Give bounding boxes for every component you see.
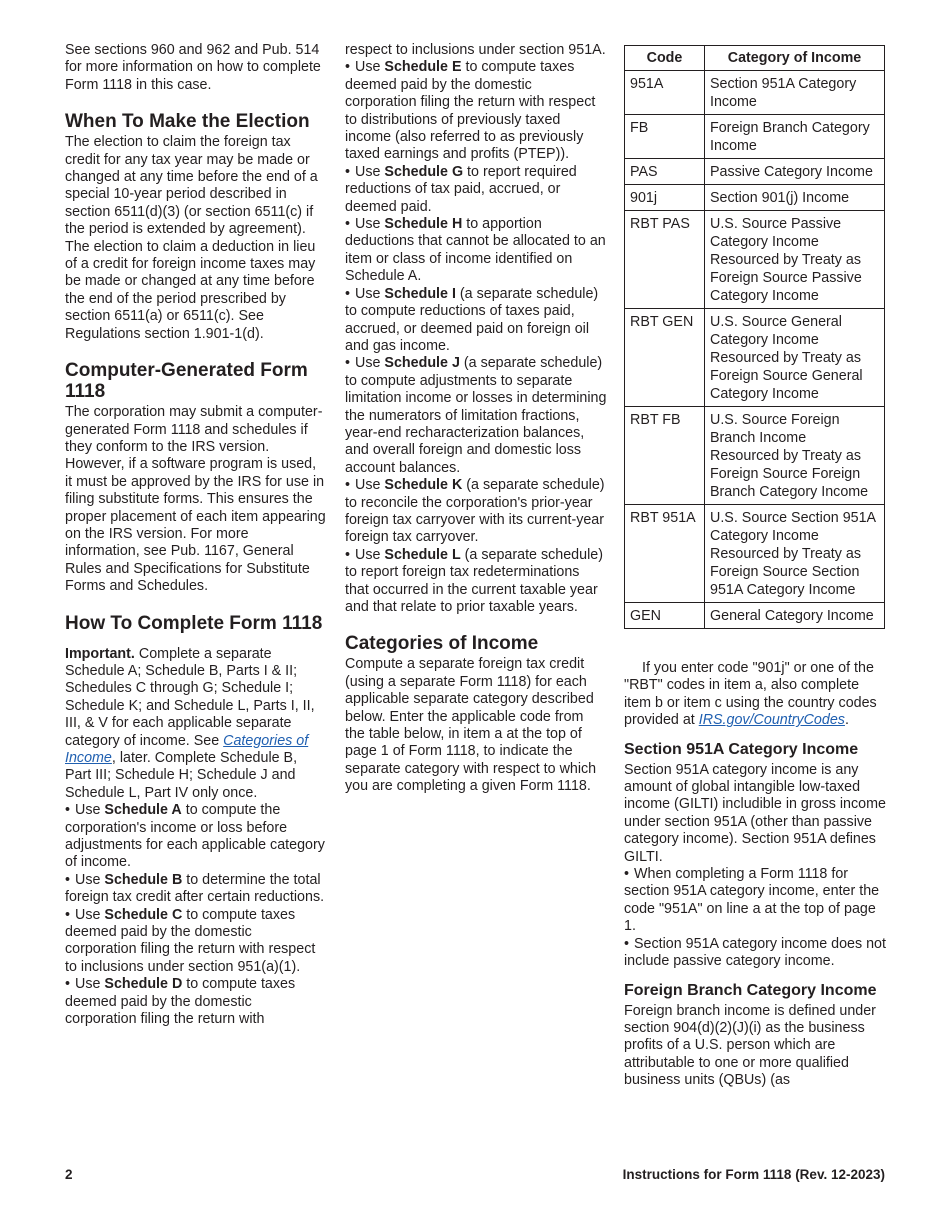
section-951a-paragraph: Section 951A category income is any amount of global intangible low-taxed income (GILTI) includible in gross income under section 951A (other than passive category income). Section 951A defines GILTI.	[624, 761, 886, 865]
bullet-text-post: (a separate schedule) to reconcile the corporation's prior-year foreign tax carryover with its current-year foreign tax carryover.	[345, 477, 605, 546]
heading-foreign-branch: Foreign Branch Category Income	[624, 981, 877, 999]
categories-paragraph: Compute a separate foreign tax credit (using a separate Form 1118) for each applicable separate category described below. Enter the applicable code from the table below, in item a at the top of page 1 of Form 1118, to indicate the separate category with respect to which you are completing a given Form 1118.	[345, 656, 597, 795]
schedule-name: Schedule A	[104, 802, 182, 819]
continued-text: respect to inclusions under section 951A.	[345, 42, 606, 58]
important-text-2: , later. Complete Schedule B, Part III; Schedule H; Schedule J and Schedule L, Part IV only once.	[65, 750, 298, 801]
schedule-name: Schedule K	[384, 477, 463, 494]
bullet-text-post: to apportion deductions that cannot be allocated to an item or class of income identified on Schedule A.	[345, 216, 606, 285]
bullet-item: • Section 951A category income does not include passive category income.	[624, 936, 886, 971]
important-paragraph	[65, 646, 327, 803]
country-codes-text-2: .	[844, 712, 849, 729]
election-paragraph: The election to claim the foreign tax credit for any tax year may be made or changed at any time before the end of a special 10-year period described in section 6511(d)(3) (or section 6511(c) if the period is extended by agreement). The election to claim a deduction in lieu of a credit for foreign income taxes may be made or changed at any time before the end of the period prescribed by section 6511(a) or 6511(c). See Regulations section 1.901-1(d).	[65, 134, 318, 342]
bullet-item	[345, 286, 607, 356]
bullet-text-post: to compute taxes deemed paid by the domestic corporation filing the return with respect to distributions of previously taxed income (also referred to as previously taxed earnings and profits (PTEP)).	[345, 59, 596, 163]
bullet-item	[345, 355, 607, 477]
bullet-item: • When completing a Form 1118 for section 951A category income, enter the code "951A" on line a at the top of page 1.	[624, 866, 886, 936]
country-codes-paragraph	[624, 660, 886, 730]
bullet-item	[345, 547, 607, 617]
table-row	[625, 185, 885, 211]
table-row	[625, 505, 885, 603]
category-cell: U.S. Source General Category Income Resourced by Treaty as Foreign Source General Category Income	[705, 309, 885, 407]
schedule-bullet-list	[65, 802, 327, 1028]
intro-paragraph: See sections 960 and 962 and Pub. 514 for more information on how to complete Form 1118 in this case.	[65, 42, 321, 93]
bullet-text-pre: Use	[355, 355, 385, 372]
schedule-name: Schedule B	[104, 871, 183, 888]
bullet-text-pre: Use	[355, 163, 385, 180]
schedule-name: Schedule E	[384, 59, 462, 76]
schedule-name: Schedule D	[104, 976, 183, 993]
bullet-text-post: to determine the total foreign tax credit after certain reductions.	[65, 871, 325, 906]
table-row	[625, 309, 885, 407]
bullet-text-pre: Use	[75, 802, 105, 819]
column-right	[624, 42, 886, 1090]
bullet-text-pre: Use	[355, 477, 385, 494]
heading-when-to-make-election: When To Make the Election	[65, 111, 310, 133]
bullet-text-post: to report required reductions of tax paid, accrued, or deemed paid.	[345, 163, 577, 215]
bullet-text-pre: Use	[75, 976, 105, 993]
bullet-item	[65, 872, 327, 907]
important-text-1: Complete a separate Schedule A; Schedule B, Parts I & II; Schedules C through G; Schedule I; Schedule K; and Schedule L, Parts I, II, III, & V for each applicable separate category of income. See	[65, 645, 315, 749]
schedule-name: Schedule I	[384, 285, 456, 302]
category-cell: U.S. Source Foreign Branch Income Resourced by Treaty as Foreign Source Foreign Branch Category Income	[705, 407, 885, 505]
categories-of-income-link[interactable]: Categories of Income	[65, 732, 309, 766]
table-row	[625, 407, 885, 505]
bullet-text-post: (a separate schedule) to compute reductions of taxes paid, accrued, or deemed paid on foreign oil and gas income.	[345, 285, 599, 354]
bullet-item	[345, 216, 607, 286]
country-codes-link[interactable]: IRS.gov/CountryCodes	[698, 712, 845, 729]
code-cell: GEN	[625, 603, 705, 629]
table-row	[625, 211, 885, 309]
table-row	[625, 603, 885, 629]
category-cell: Section 901(j) Income	[705, 185, 885, 211]
code-cell: 951A	[625, 71, 705, 115]
bullet-text-post: to compute the corporation's income or loss before adjustments for each applicable category of income.	[65, 802, 325, 871]
schedule-name: Schedule C	[104, 906, 183, 923]
table-header-row	[625, 46, 885, 71]
heading-section-951a: Section 951A Category Income	[624, 740, 859, 758]
schedule-name: Schedule L	[384, 546, 461, 563]
bullet-item	[345, 477, 607, 547]
page-number: 2	[65, 1167, 73, 1182]
bullet-item	[65, 976, 327, 1028]
bullet-item	[345, 164, 607, 216]
code-cell: FB	[625, 115, 705, 159]
bullet-text-pre: Use	[355, 59, 385, 76]
country-codes-text-1: If you enter code "901j" or one of the "RBT" codes in item a, also complete item b or item c using the country codes provided at	[624, 660, 877, 729]
bullet-text-pre: Use	[355, 546, 385, 563]
bullet-item	[65, 802, 327, 872]
column-left	[65, 42, 327, 1029]
schedule-name: Schedule G	[384, 163, 464, 180]
computer-generated-paragraph: The corporation may submit a computer-generated Form 1118 and schedules if they conform to the IRS version. However, if a software program is used, it must be approved by the IRS for use in filing substitute forms. This ensures the proper placement of each item appearing on the IRS version. For more information, see Pub. 1167, General Rules and Specifications for Substitute Forms and Schedules.	[65, 404, 326, 595]
category-cell: Section 951A Category Income	[705, 71, 885, 115]
footer-title: Instructions for Form 1118 (Rev. 12-2023)	[622, 1167, 885, 1182]
bullet-item	[345, 59, 607, 163]
category-cell: Foreign Branch Category Income	[705, 115, 885, 159]
bullet-text-post: (a separate schedule) to report foreign tax redeterminations that occurred in the current taxable year and that relate to prior taxable years.	[345, 546, 603, 615]
bullet-text-pre: Use	[355, 216, 385, 233]
section-951a-bullet-list	[624, 866, 886, 970]
bullet-item	[65, 907, 327, 977]
bullet-text-pre: Use	[355, 285, 385, 302]
schedule-name: Schedule H	[384, 216, 463, 233]
category-cell: U.S. Source Passive Category Income Resourced by Treaty as Foreign Source Passive Category Income	[705, 211, 885, 309]
schedule-bullet-list	[345, 59, 607, 616]
header-code: Code	[625, 46, 705, 71]
code-cell: PAS	[625, 159, 705, 185]
code-cell: RBT GEN	[625, 309, 705, 407]
table-row	[625, 159, 885, 185]
bullet-text-post: to compute taxes deemed paid by the domestic corporation filing the return with	[65, 976, 296, 1028]
code-cell: RBT 951A	[625, 505, 705, 603]
category-codes-table	[624, 45, 885, 629]
heading-categories-of-income: Categories of Income	[345, 633, 539, 655]
code-cell: RBT PAS	[625, 211, 705, 309]
column-middle	[345, 42, 607, 796]
heading-computer-generated: Computer-Generated Form 1118	[65, 360, 308, 403]
header-category: Category of Income	[705, 46, 885, 71]
bullet-text-post: (a separate schedule) to compute adjustments to separate limitation income or losses in determining the numerators of limitation fractions, year-end recharacterization balances, and overall foreign and domestic loss account balances.	[345, 355, 607, 476]
important-label: Important.	[65, 645, 135, 662]
category-cell: General Category Income	[705, 603, 885, 629]
bullet-text-pre: Use	[75, 871, 105, 888]
schedule-name: Schedule J	[384, 355, 460, 372]
bullet-text-post: to compute taxes deemed paid by the domestic corporation filing the return with respect to inclusions under section 951(a)(1).	[65, 906, 316, 975]
code-cell: 901j	[625, 185, 705, 211]
table-row	[625, 115, 885, 159]
bullet-text-pre: Use	[75, 906, 105, 923]
category-cell: Passive Category Income	[705, 159, 885, 185]
table-row	[625, 71, 885, 115]
code-cell: RBT FB	[625, 407, 705, 505]
foreign-branch-paragraph: Foreign branch income is defined under section 904(d)(2)(J)(i) as the business profits of a U.S. person which are attributable to one or more qualified business units (QBUs) (as	[624, 1002, 876, 1089]
category-cell: U.S. Source Section 951A Category Income Resourced by Treaty as Foreign Source Section 951A Category Income	[705, 505, 885, 603]
heading-how-to-complete: How To Complete Form 1118	[65, 612, 323, 634]
